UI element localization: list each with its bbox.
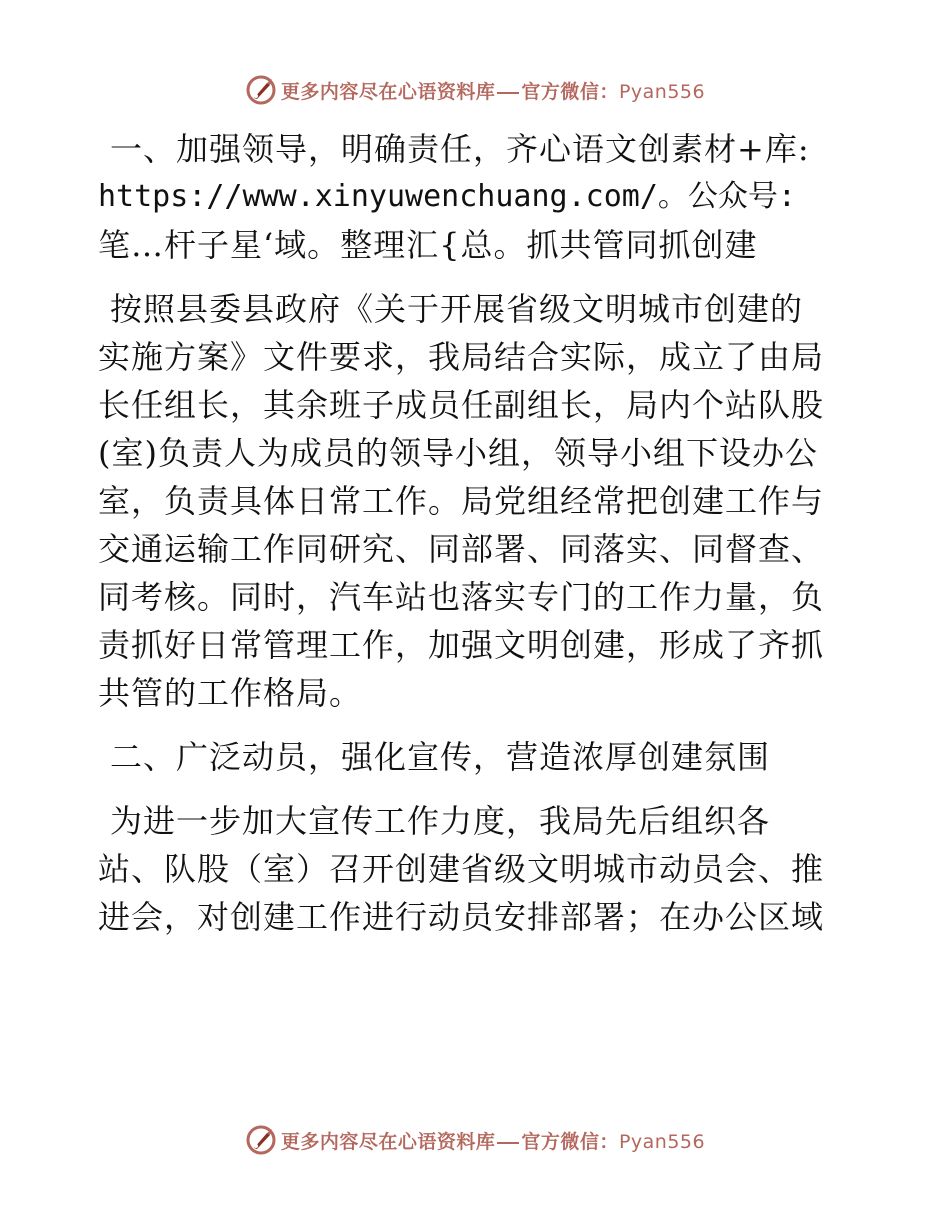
watermark-text: 更多内容尽在心语资料库 官方微信：Pyan556 bbox=[280, 80, 706, 103]
url-text-line: https://www.xinyuwenchuang.com/。公众号: bbox=[98, 179, 796, 214]
watermark-dash bbox=[497, 1142, 519, 1144]
quill-logo-icon bbox=[245, 1124, 277, 1156]
watermark-dash bbox=[497, 92, 519, 94]
watermark-banner-bottom bbox=[0, 1120, 950, 1160]
text-line: 共管的工作格局。 bbox=[98, 674, 363, 712]
watermark-handle: Pyan556 bbox=[618, 80, 706, 103]
text-line: 长任组长，其余班子成员任副组长，局内个站队股 bbox=[98, 386, 825, 424]
text-line: 室，负责具体日常工作。局党组经常把创建工作与 bbox=[98, 482, 825, 520]
text-line: 实施方案》文件要求，我局结合实际，成立了由局 bbox=[98, 338, 825, 376]
text-line: 笔…杆子星‘域。整理汇{总。抓共管同抓创建 bbox=[98, 226, 758, 264]
text-line: 一、加强领导，明确责任，齐心语文创素材+库: bbox=[110, 130, 810, 168]
watermark-handle: Pyan556 bbox=[618, 1130, 706, 1153]
body-paragraph-2 bbox=[98, 797, 858, 941]
quill-logo-icon bbox=[245, 74, 277, 106]
text-line: 责抓好日常管理工作，加强文明创建，形成了齐抓 bbox=[98, 626, 825, 664]
section-heading-1 bbox=[98, 125, 858, 269]
document-body bbox=[98, 125, 858, 957]
text-line: (室)负责人为成员的领导小组，领导小组下设办公 bbox=[98, 434, 818, 472]
body-paragraph-1 bbox=[98, 285, 858, 717]
text-line: 站、队股（室）召开创建省级文明城市动员会、推 bbox=[98, 850, 825, 888]
text-line: 同考核。同时，汽车站也落实专门的工作力量，负 bbox=[98, 578, 825, 616]
watermark-banner-top bbox=[0, 70, 950, 110]
text-line: 二、广泛动员，强化宣传，营造浓厚创建氛围 bbox=[110, 738, 771, 776]
text-line: 交通运输工作同研究、同部署、同落实、同督查、 bbox=[98, 530, 825, 568]
section-heading-2 bbox=[98, 733, 858, 781]
text-line: 为进一步加大宣传工作力度，我局先后组织各 bbox=[110, 802, 771, 840]
text-line: 进会，对创建工作进行动员安排部署；在办公区域 bbox=[98, 898, 825, 936]
text-line: 按照县委县政府《关于开展省级文明城市创建的 bbox=[110, 290, 804, 328]
watermark-text: 更多内容尽在心语资料库 官方微信：Pyan556 bbox=[280, 1130, 706, 1153]
